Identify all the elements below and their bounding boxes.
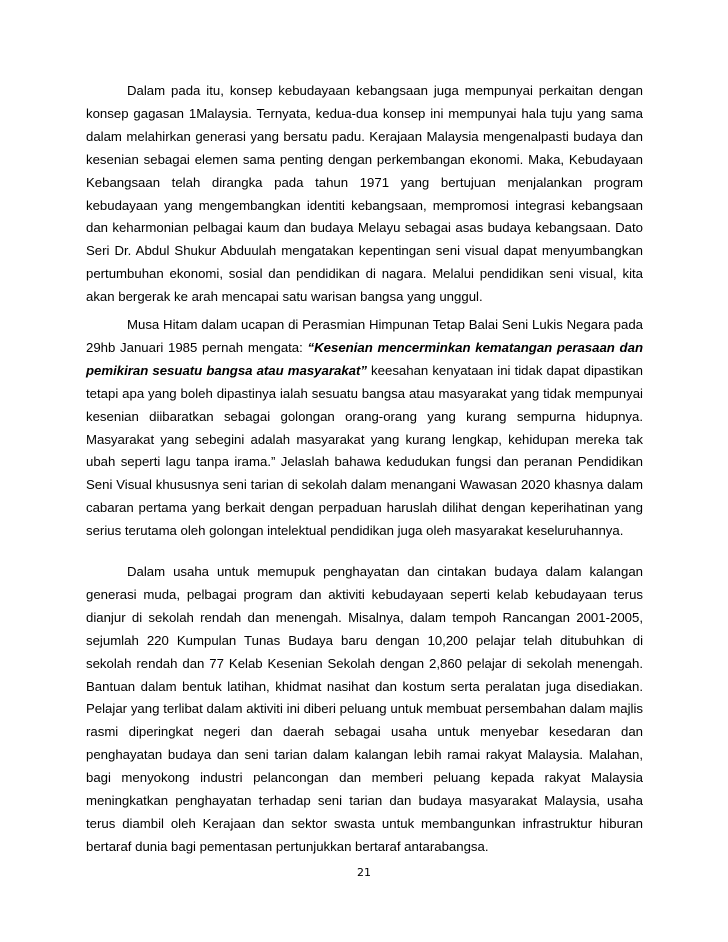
quotation: “Kesenian mencerminkan kematangan perasaan dan pemikiran sesuatu bangsa atau masyarakat” — [86, 339, 643, 378]
paragraph-2 — [86, 314, 643, 543]
page-number: 21 — [357, 866, 371, 879]
paragraph-2-rest: keesahan kenyataan ini tidak dapat dipastikan tetapi apa yang boleh dipastinya ialah sesuatu bangsa atau masyarakat yang tidak mempunyai kesenian diibaratkan sebagai golongan orang-orang yang kurang sempurna hidupnya. Masyarakat yang sebegini adalah masyarakat yang kurang lengkap, kehidupan mereka tak ubah seperti lagu tanpa irama.” Jelaslah bahawa kedudukan fungsi dan peranan Pendidikan Seni Visual khususnya seni tarian di sekolah dalam menangani Wawasan 2020 khasnya dalam cabaran pertama yang berkait dengan perpaduan haruslah dilihat dengan keperihatinan yang serius terutama oleh golongan intelektual pendidikan juga oleh masyarakat keseluruhannya. — [86, 362, 643, 539]
paragraph-2-intro: Musa Hitam dalam ucapan di Perasmian Himpunan Tetap Balai Seni Lukis Negara pada 29hb Januari 1985 pernah mengata: — [86, 317, 643, 355]
paragraph-3: Dalam usaha untuk memupuk penghayatan dan cintakan budaya dalam kalangan generasi muda, pelbagai program dan aktiviti kebudayaan seperti kelab kebudayaan terus dianjur di sekolah rendah dan menengah. Misalnya, dalam tempoh Rancangan 2001-2005, sejumlah 220 Kumpulan Tunas Budaya baru dengan 10,200 pelajar telah ditubuhkan di sekolah rendah dan 77 Kelab Kesenian Sekolah dengan 2,860 pelajar di sekolah menengah. Bantuan dalam bentuk latihan, khidmat nasihat dan kostum serta peralatan juga disediakan. Pelajar yang terlibat dalam aktiviti ini diberi peluang untuk membuat persembahan dalam majlis rasmi diperingkat negeri dan daerah sebagai usaha untuk menyebar kesedaran dan penghayatan budaya dan seni tarian dalam kalangan lebih ramai rakyat Malaysia. Malahan, bagi menyokong industri pelancongan dan memberi peluang kepada rakyat Malaysia meningkatkan penghayatan terhadap seni tarian dan budaya masyarakat Malaysia, usaha terus diambil oleh Kerajaan dan sektor swasta untuk membangunkan infrastruktur hiburan bertaraf dunia bagi pementasan pertunjukkan bertaraf antarabangsa. — [86, 564, 643, 854]
paragraph-1: Dalam pada itu, konsep kebudayaan kebangsaan juga mempunyai perkaitan dengan konsep gagasan 1Malaysia. Ternyata, kedua-dua konsep ini mempunyai hala tuju yang sama dalam melahirkan generasi yang bersatu padu. Kerajaan Malaysia mengenalpasti budaya dan kesenian sebagai elemen sama penting dengan perkembangan ekonomi. Maka, Kebudayaan Kebangsaan telah dirangka pada tahun 1971 yang bertujuan menjalankan program kebudayaan yang mengembangkan identiti kebangsaan, mempromosi integrasi kebangsaan dan keharmonian pelbagai kaum dan budaya Melayu sebagai asas budaya kebangsaan. Dato Seri Dr. Abdul Shukur Abduulah mengatakan kepentingan seni visual dapat menyumbangkan pertumbuhan ekonomi, sosial dan pendidikan di nagara. Melalui pendidikan seni visual, kita akan bergerak ke arah mencapai satu warisan bangsa yang unggul. — [86, 83, 643, 305]
